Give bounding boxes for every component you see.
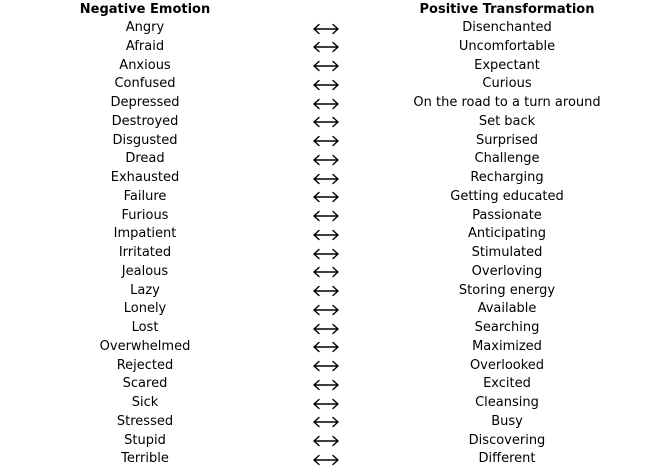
negative-emotion-cell: Dread <box>125 151 165 167</box>
negative-emotion-cell: Lazy <box>130 282 160 298</box>
table-row <box>0 450 653 469</box>
negative-emotion-cell: Lonely <box>123 301 167 317</box>
arrow-cell <box>306 282 346 301</box>
negative-emotion-cell: Furious <box>121 207 169 223</box>
left-right-arrow-icon <box>312 191 340 203</box>
arrow-cell <box>306 94 346 113</box>
positive-transformation-cell: Expectant <box>474 57 540 73</box>
left-right-arrow-icon <box>312 341 340 353</box>
table-row <box>0 244 653 263</box>
table-row <box>0 394 653 413</box>
negative-emotion-cell: Irritated <box>118 245 172 260</box>
positive-transformation-cell: Anticipating <box>467 226 547 242</box>
table-row <box>0 207 653 226</box>
positive-transformation-cell: Busy <box>491 413 523 429</box>
positive-transformation-cell: Maximized <box>472 338 542 354</box>
table-row <box>0 413 653 432</box>
positive-transformation-cell: Discovering <box>468 432 546 448</box>
arrow-cell <box>306 338 346 357</box>
left-right-arrow-icon <box>312 154 340 166</box>
negative-emotion-cell: Jealous <box>121 263 169 279</box>
left-right-arrow-icon <box>312 135 340 147</box>
positive-transformation-cell: Set back <box>478 113 536 129</box>
table-header <box>0 0 653 19</box>
left-right-arrow-icon <box>312 416 340 428</box>
positive-transformation-cell: Passionate <box>472 207 542 223</box>
arrow-cell <box>306 75 346 94</box>
arrow-cell <box>306 188 346 207</box>
left-right-arrow-icon <box>312 304 340 316</box>
arrow-cell <box>306 113 346 132</box>
arrow-cell <box>306 375 346 394</box>
left-right-arrow-icon <box>312 360 340 372</box>
arrow-cell <box>306 300 346 319</box>
left-right-arrow-icon <box>312 229 340 241</box>
positive-transformation-cell: Recharging <box>470 170 544 185</box>
negative-emotion-cell: Failure <box>123 188 167 204</box>
negative-emotion-header: Negative Emotion <box>79 2 211 17</box>
positive-transformation-cell: Curious <box>482 76 532 92</box>
arrow-cell <box>306 207 346 226</box>
negative-emotion-cell: Depressed <box>110 95 180 110</box>
left-right-arrow-icon <box>312 398 340 410</box>
positive-transformation-cell: Getting educated <box>450 188 564 204</box>
table-row <box>0 319 653 338</box>
positive-transformation-cell: On the road to a turn around <box>413 95 601 110</box>
table-row <box>0 225 653 244</box>
negative-emotion-cell: Anxious <box>119 57 171 73</box>
negative-emotion-cell: Overwhelmed <box>99 338 191 354</box>
table-row <box>0 132 653 151</box>
arrow-cell <box>306 432 346 451</box>
negative-emotion-cell: Scared <box>122 376 168 392</box>
negative-emotion-cell: Lost <box>131 320 159 335</box>
negative-emotion-cell: Stupid <box>124 432 166 448</box>
arrow-cell <box>306 357 346 376</box>
negative-emotion-cell: Destroyed <box>111 113 179 129</box>
left-right-arrow-icon <box>312 79 340 91</box>
table-row <box>0 57 653 76</box>
table-row <box>0 75 653 94</box>
negative-emotion-cell: Angry <box>125 20 165 35</box>
arrow-cell <box>306 450 346 469</box>
positive-transformation-cell: Surprised <box>475 132 539 148</box>
left-right-arrow-icon <box>312 285 340 297</box>
positive-transformation-cell: Disenchanted <box>462 20 552 35</box>
arrow-cell <box>306 150 346 169</box>
left-right-arrow-icon <box>312 435 340 447</box>
table-row <box>0 19 653 38</box>
arrow-cell <box>306 225 346 244</box>
left-right-arrow-icon <box>312 210 340 222</box>
table-row <box>0 94 653 113</box>
positive-transformation-cell: Excited <box>483 376 531 392</box>
left-right-arrow-icon <box>312 98 340 110</box>
table-row <box>0 282 653 301</box>
table-row <box>0 150 653 169</box>
negative-emotion-cell: Rejected <box>116 357 174 373</box>
left-right-arrow-icon <box>312 454 340 466</box>
arrow-cell <box>306 132 346 151</box>
negative-emotion-cell: Impatient <box>113 226 177 242</box>
table-row <box>0 188 653 207</box>
negative-emotion-cell: Disgusted <box>112 132 178 148</box>
positive-transformation-header: Positive Transformation <box>419 2 595 17</box>
left-right-arrow-icon <box>312 266 340 278</box>
negative-emotion-cell: Exhausted <box>110 170 180 185</box>
left-right-arrow-icon <box>312 379 340 391</box>
left-right-arrow-icon <box>312 323 340 335</box>
positive-transformation-cell: Available <box>477 301 537 317</box>
arrow-cell <box>306 57 346 76</box>
left-right-arrow-icon <box>312 248 340 260</box>
table-row <box>0 375 653 394</box>
table-row <box>0 263 653 282</box>
table-row <box>0 300 653 319</box>
left-right-arrow-icon <box>312 23 340 35</box>
left-right-arrow-icon <box>312 116 340 128</box>
arrow-cell <box>306 319 346 338</box>
positive-transformation-cell: Challenge <box>474 151 540 167</box>
negative-emotion-cell: Confused <box>114 76 176 92</box>
arrow-cell <box>306 169 346 188</box>
arrow-cell <box>306 244 346 263</box>
left-right-arrow-icon <box>312 173 340 185</box>
table-row <box>0 432 653 451</box>
positive-transformation-cell: Searching <box>474 320 540 335</box>
positive-transformation-cell: Storing energy <box>458 282 556 298</box>
table-row <box>0 113 653 132</box>
left-right-arrow-icon <box>312 41 340 53</box>
positive-transformation-cell: Cleansing <box>475 395 539 410</box>
arrow-cell <box>306 394 346 413</box>
table-body <box>0 19 653 469</box>
positive-transformation-cell: Uncomfortable <box>458 38 556 54</box>
positive-transformation-cell: Different <box>478 451 536 467</box>
arrow-cell <box>306 263 346 282</box>
table-row <box>0 169 653 188</box>
arrow-cell <box>306 19 346 38</box>
table-row <box>0 357 653 376</box>
positive-transformation-cell: Stimulated <box>471 245 543 260</box>
table-row <box>0 338 653 357</box>
arrow-cell <box>306 413 346 432</box>
negative-emotion-cell: Terrible <box>121 451 169 467</box>
negative-emotion-cell: Afraid <box>125 38 165 54</box>
table-row <box>0 38 653 57</box>
left-right-arrow-icon <box>312 60 340 72</box>
arrow-cell <box>306 38 346 57</box>
positive-transformation-cell: Overloving <box>471 263 543 279</box>
negative-emotion-cell: Stressed <box>116 413 174 429</box>
positive-transformation-cell: Overlooked <box>469 357 545 373</box>
negative-emotion-cell: Sick <box>131 395 159 410</box>
